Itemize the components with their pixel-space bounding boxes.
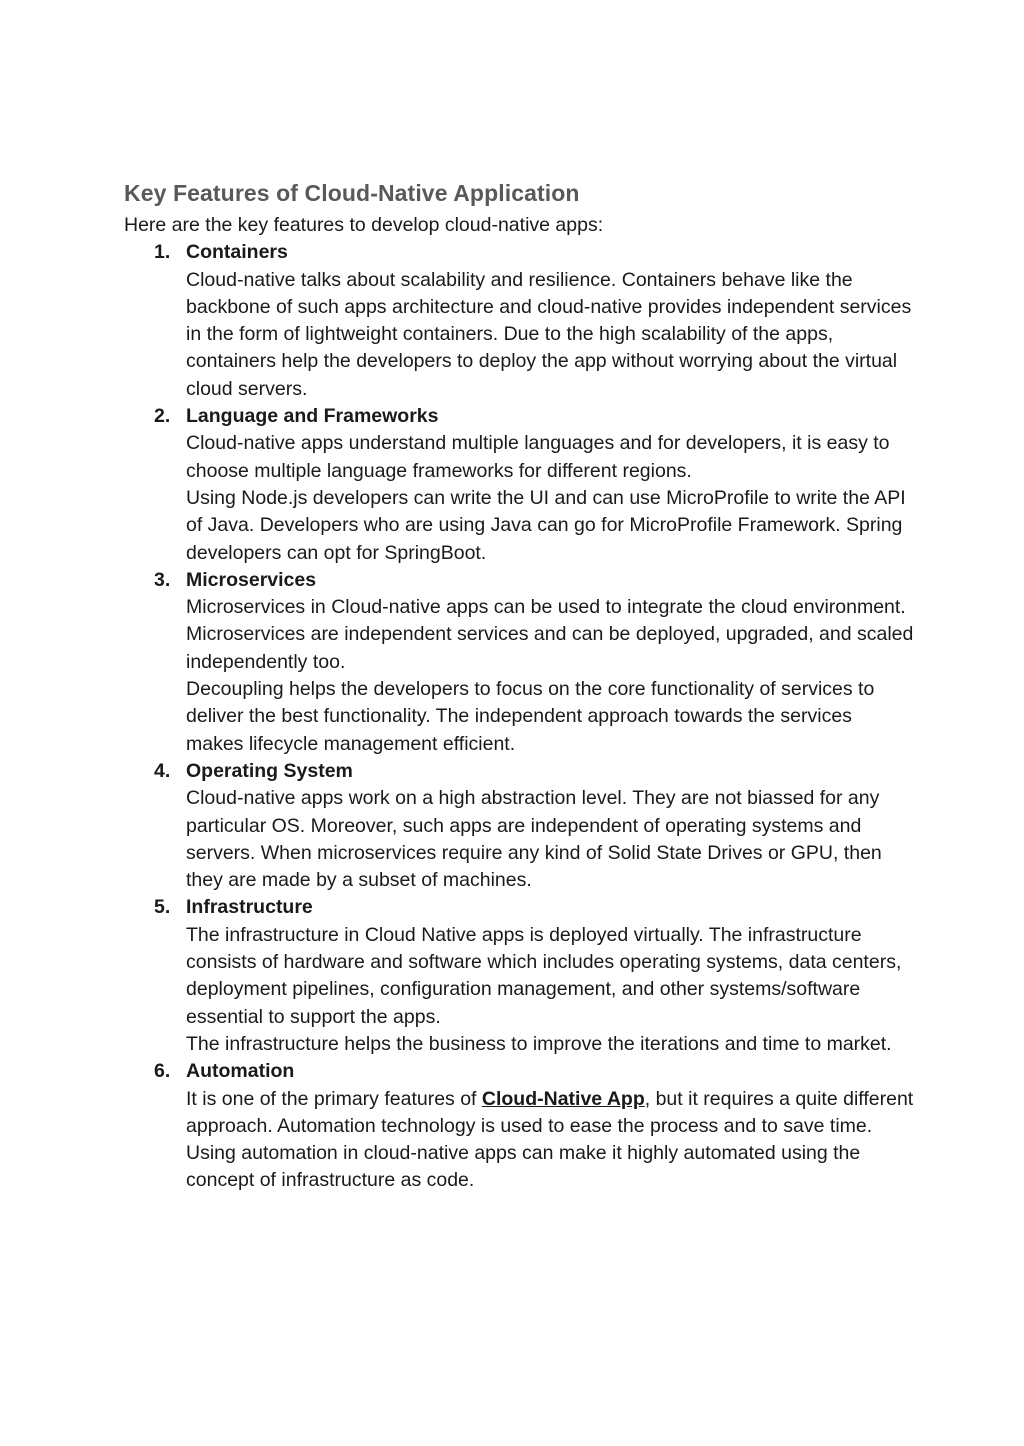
feature-number: 3. xyxy=(154,568,171,591)
automation-text-after-link: , but it requires a quite different approach. Automation technology is used to ease the process and to save time. Using automation in cloud-native apps can make it highly automated using the concept of infrastructure as code. xyxy=(186,1087,914,1192)
intro-text: Here are the key features to develop cloud-native apps: xyxy=(124,214,604,236)
feature-item-language-frameworks xyxy=(124,403,914,567)
features-list xyxy=(124,239,914,1194)
feature-description xyxy=(186,1086,914,1195)
feature-description: Cloud-native talks about scalability and resilience. Containers behave like the backbone of such apps architecture and cloud-native provides independent services in the form of lightweight containers. Due to the high scalability of the apps, containers help the developers to deploy the app without worrying about the virtual cloud servers. xyxy=(186,268,912,400)
feature-item-containers xyxy=(124,239,914,403)
feature-description: Cloud-native apps work on a high abstraction level. They are not biassed for any particular OS. Moreover, such apps are independent of operating systems and servers. When microservices require any kind of Solid State Drives or GPU, then they are made by a subset of machines. xyxy=(186,787,882,892)
cloud-native-app-link[interactable]: Cloud-Native App xyxy=(481,1087,645,1110)
feature-number: 4. xyxy=(154,759,171,782)
feature-description: The infrastructure helps the business to improve the iterations and time to market. xyxy=(186,1032,892,1055)
feature-item-microservices xyxy=(124,567,914,758)
feature-number: 2. xyxy=(154,405,171,428)
feature-description: The infrastructure in Cloud Native apps is deployed virtually. The infrastructure consists of hardware and software which includes operating systems, data centers, deployment pipelines, configuration management, and other systems/software essential to support the apps. xyxy=(186,923,902,1028)
feature-description: Decoupling helps the developers to focus on the core functionality of services to deliver the best functionality. The independent approach towards the services makes lifecycle management efficient. xyxy=(186,678,875,755)
feature-title: Operating System xyxy=(186,759,353,782)
feature-description: Using Node.js developers can write the UI and can use MicroProfile to write the API of Java. Developers who are using Java can go for MicroProfile Framework. Spring developers can opt for SpringBoot. xyxy=(186,486,906,564)
feature-number: 6. xyxy=(154,1060,171,1083)
feature-item-infrastructure xyxy=(124,894,914,1058)
feature-title: Microservices xyxy=(186,568,317,591)
feature-description: Microservices in Cloud-native apps can be used to integrate the cloud environment. Microservices are independent services and can be deployed, upgraded, and scaled independently too. xyxy=(186,596,914,673)
feature-number: 1. xyxy=(154,241,171,264)
feature-item-automation xyxy=(124,1058,914,1194)
document-page xyxy=(124,176,914,1195)
feature-title: Containers xyxy=(186,241,288,264)
feature-title: Language and Frameworks xyxy=(186,405,439,428)
feature-title: Infrastructure xyxy=(186,896,313,919)
feature-item-operating-system xyxy=(124,758,914,894)
page-heading: Key Features of Cloud-Native Application xyxy=(124,180,580,206)
feature-description: Cloud-native apps understand multiple languages and for developers, it is easy to choose multiple language frameworks for different regions. xyxy=(186,432,890,482)
feature-title: Automation xyxy=(186,1060,295,1083)
automation-text-before-link: It is one of the primary features of xyxy=(186,1087,482,1110)
feature-number: 5. xyxy=(154,896,171,919)
